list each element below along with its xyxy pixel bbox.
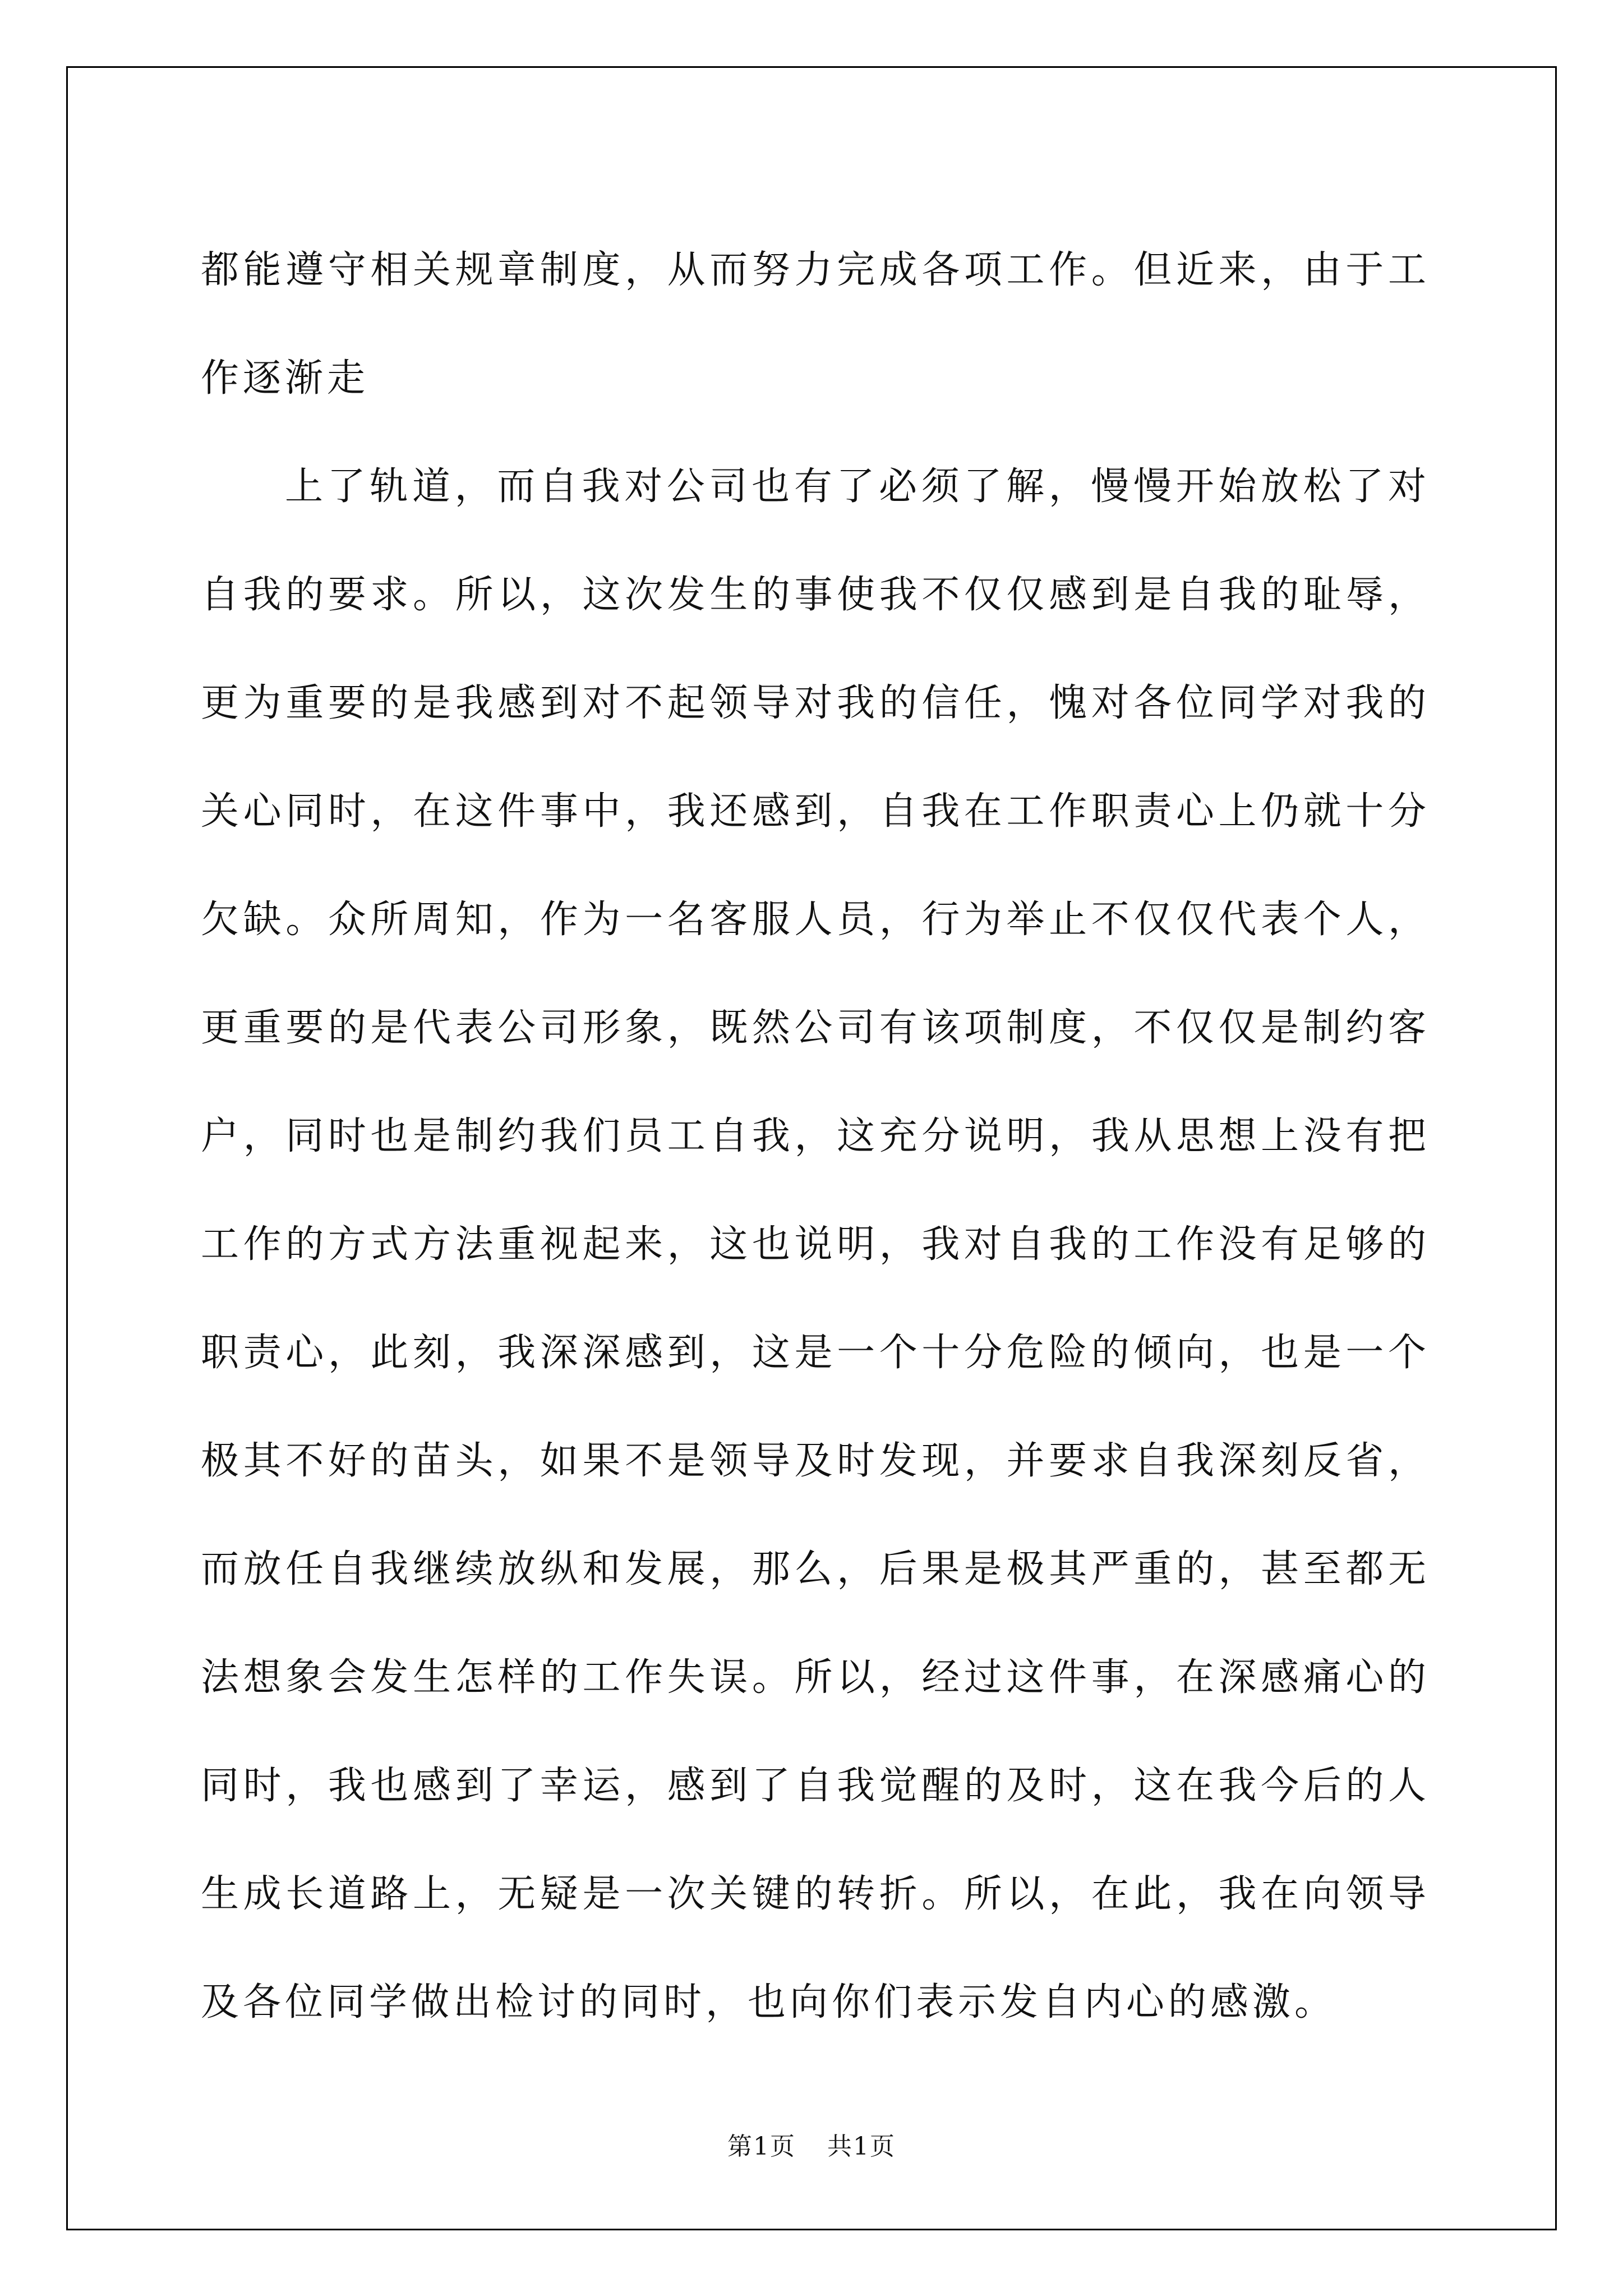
page-number-total: 共1页 [827, 2132, 896, 2161]
paragraph-2: 上了轨道，而自我对公司也有了必须了解，慢慢开始放松了对自我的要求。所以，这次发生的事使我不仅仅感到是自我的耻辱，更为重要的是我感到对不起领导对我的信任，愧对各位同学对我的关心同时，在这件事中，我还感到，自我在工作职责心上仍就十分欠缺。众所周知，作为一名客服人员，行为举止不仅仅代表个人，更重要的是代表公司形象，既然公司有该项制度，不仅仅是制约客户，同时也是制约我们员工自我，这充分说明，我从思想上没有把工作的方式方法重视起来，这也说明，我对自我的工作没有足够的职责心，此刻，我深深感到，这是一个十分危险的倾向，也是一个极其不好的苗头，如果不是领导及时发现，并要求自我深刻反省，而放任自我继续放纵和发展，那么，后果是极其严重的，甚至都无法想象会发生怎样的工作失误。所以，经过这件事，在深感痛心的同时，我也感到了幸运，感到了自我觉醒的及时，这在我今后的人生成长道路上，无疑是一次关键的转折。所以，在此，我在向领导及各位同学做出检讨的同时，也向你们表示发自内心的感激。 [201, 464, 1430, 2024]
page-number-current: 第1页 [727, 2132, 796, 2161]
page-footer [0, 2126, 1623, 2162]
paragraph-1: 都能遵守相关规章制度，从而努力完成各项工作。但近来，由于工作逐渐走 [201, 248, 1430, 401]
document-body [201, 216, 1430, 2056]
